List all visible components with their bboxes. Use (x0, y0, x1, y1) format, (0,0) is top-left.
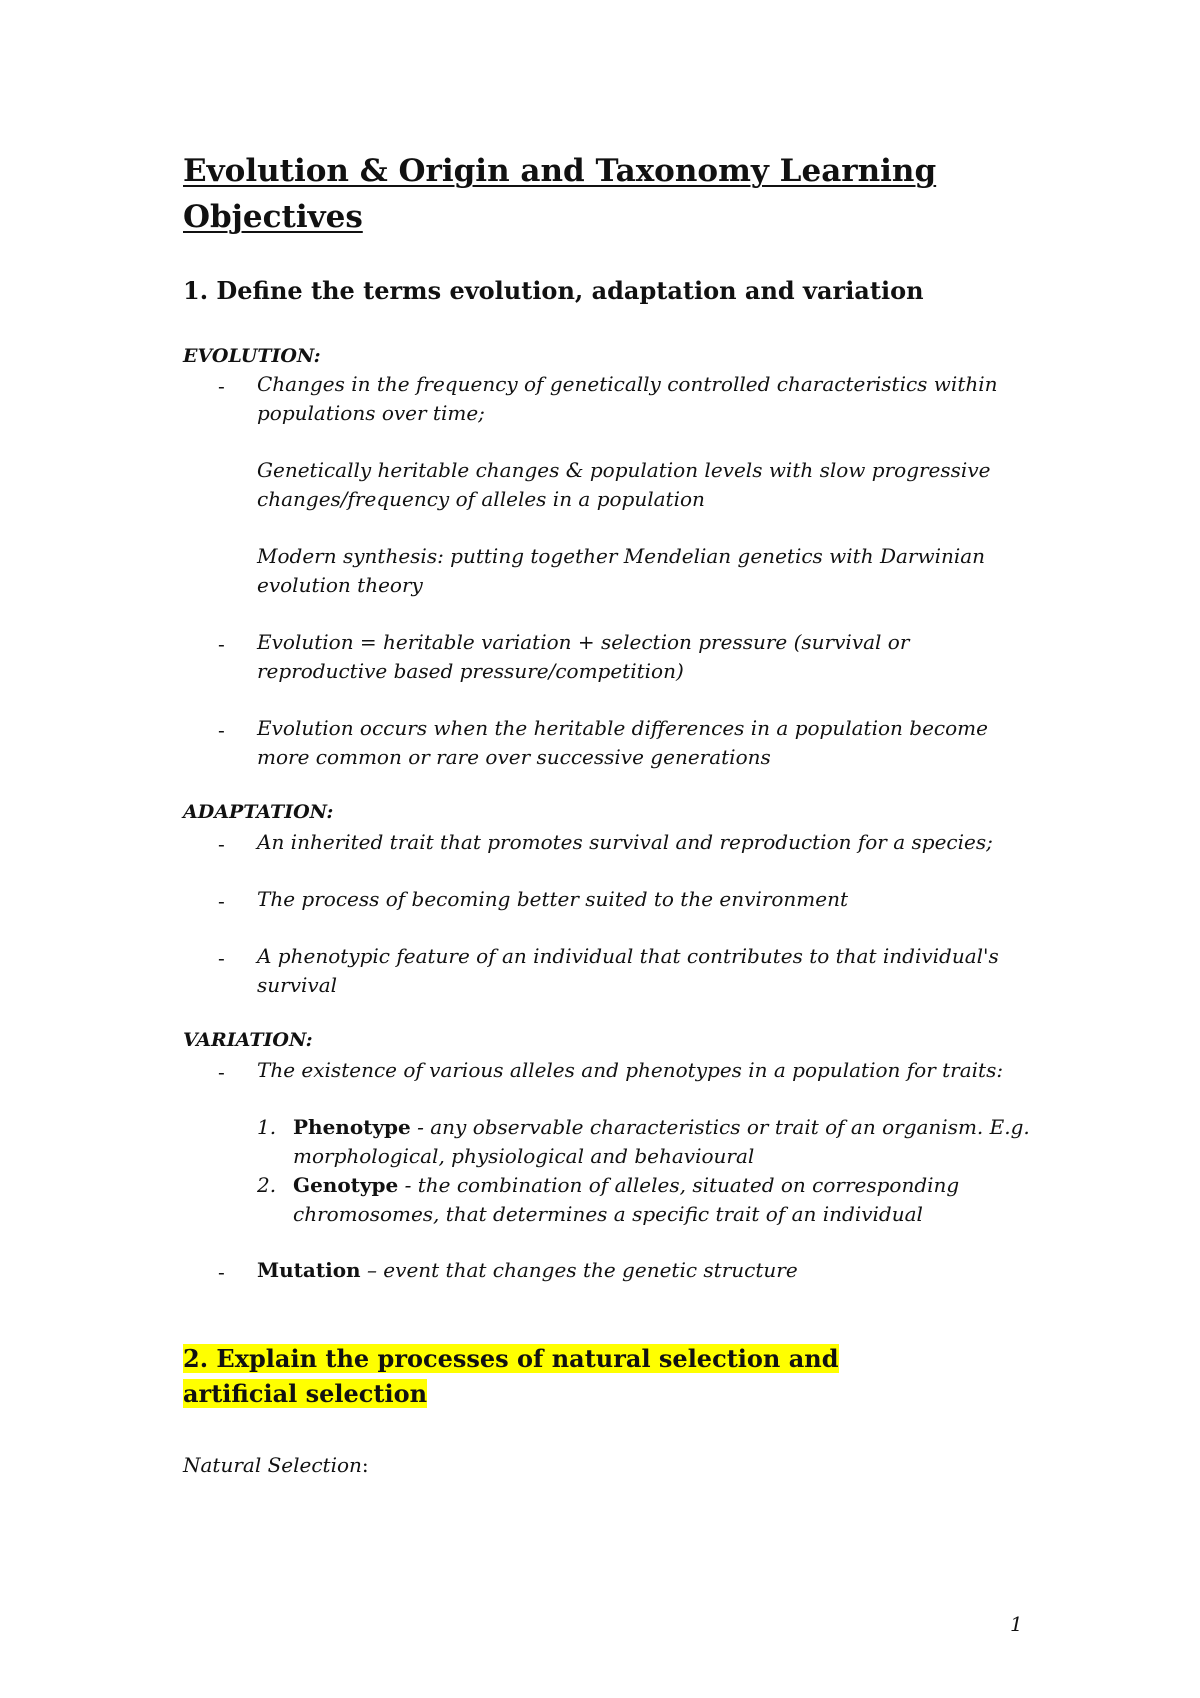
mutation-definition: – event that changes the genetic structure (360, 1258, 798, 1282)
bullet-marker: - (218, 889, 225, 913)
section-2-heading-text: 2. Explain the processes of natural selection and artificial selection (183, 1344, 839, 1408)
evolution-definition-3: Modern synthesis: putting together Mendelian genetics with Darwinian evolution theory (257, 544, 986, 597)
adaptation-label: ADAPTATION: (183, 801, 334, 823)
bullet-marker: - (218, 632, 225, 656)
bullet-marker: - (218, 946, 225, 970)
bullet-marker: - (218, 832, 225, 856)
natural-selection-subheading (183, 1453, 369, 1477)
section-1-heading: 1. Define the terms evolution, adaptation and variation (183, 276, 924, 305)
mutation-item (257, 1256, 1037, 1285)
natural-selection-colon: : (361, 1453, 369, 1477)
evolution-definition-2: Genetically heritable changes & population levels with slow progressive changes/frequency of alleles in a population (257, 458, 991, 511)
phenotype-term: Phenotype (293, 1115, 411, 1139)
adaptation-bullet-1: An inherited trait that promotes survival and reproduction for a species; (257, 830, 993, 854)
evolution-label: EVOLUTION: (183, 345, 321, 367)
adaptation-bullet-3: A phenotypic feature of an individual that contributes to that individual's survival (257, 944, 999, 997)
bullet-marker: - (218, 1260, 225, 1284)
list-number: 2. (257, 1173, 277, 1197)
evolution-bullet-3: Evolution occurs when the heritable differences in a population become more common or rare over successive generations (257, 716, 988, 769)
bullet-marker: - (218, 718, 225, 742)
list-number: 1. (257, 1115, 277, 1139)
variation-bullet-1: The existence of various alleles and phenotypes in a population for traits: (257, 1058, 1004, 1082)
phenotype-item (293, 1113, 1053, 1171)
evolution-bullet-2: Evolution = heritable variation + selection pressure (survival or reproductive based pressure/competition) (257, 630, 910, 683)
genotype-item (293, 1171, 1053, 1229)
page-number: 1 (1010, 1612, 1023, 1636)
evolution-definition-1: Changes in the frequency of genetically controlled characteristics within populations over time; (257, 372, 998, 425)
phenotype-definition: - any observable characteristics or trait of an organism. E.g. morphological, physiological and behavioural (293, 1115, 1030, 1168)
bullet-marker: - (218, 374, 225, 398)
genotype-term: Genotype (293, 1173, 399, 1197)
adaptation-bullet-2: The process of becoming better suited to the environment (257, 887, 849, 911)
genotype-definition: - the combination of alleles, situated on corresponding chromosomes, that determines a specific trait of an individual (293, 1173, 960, 1226)
bullet-marker: - (218, 1060, 225, 1084)
variation-label: VARIATION: (183, 1029, 313, 1051)
mutation-term: Mutation (257, 1258, 361, 1282)
section-2-heading (183, 1341, 943, 1411)
natural-selection-label: Natural Selection (183, 1453, 362, 1477)
document-title: Evolution & Origin and Taxonomy Learning Objectives (183, 153, 937, 235)
